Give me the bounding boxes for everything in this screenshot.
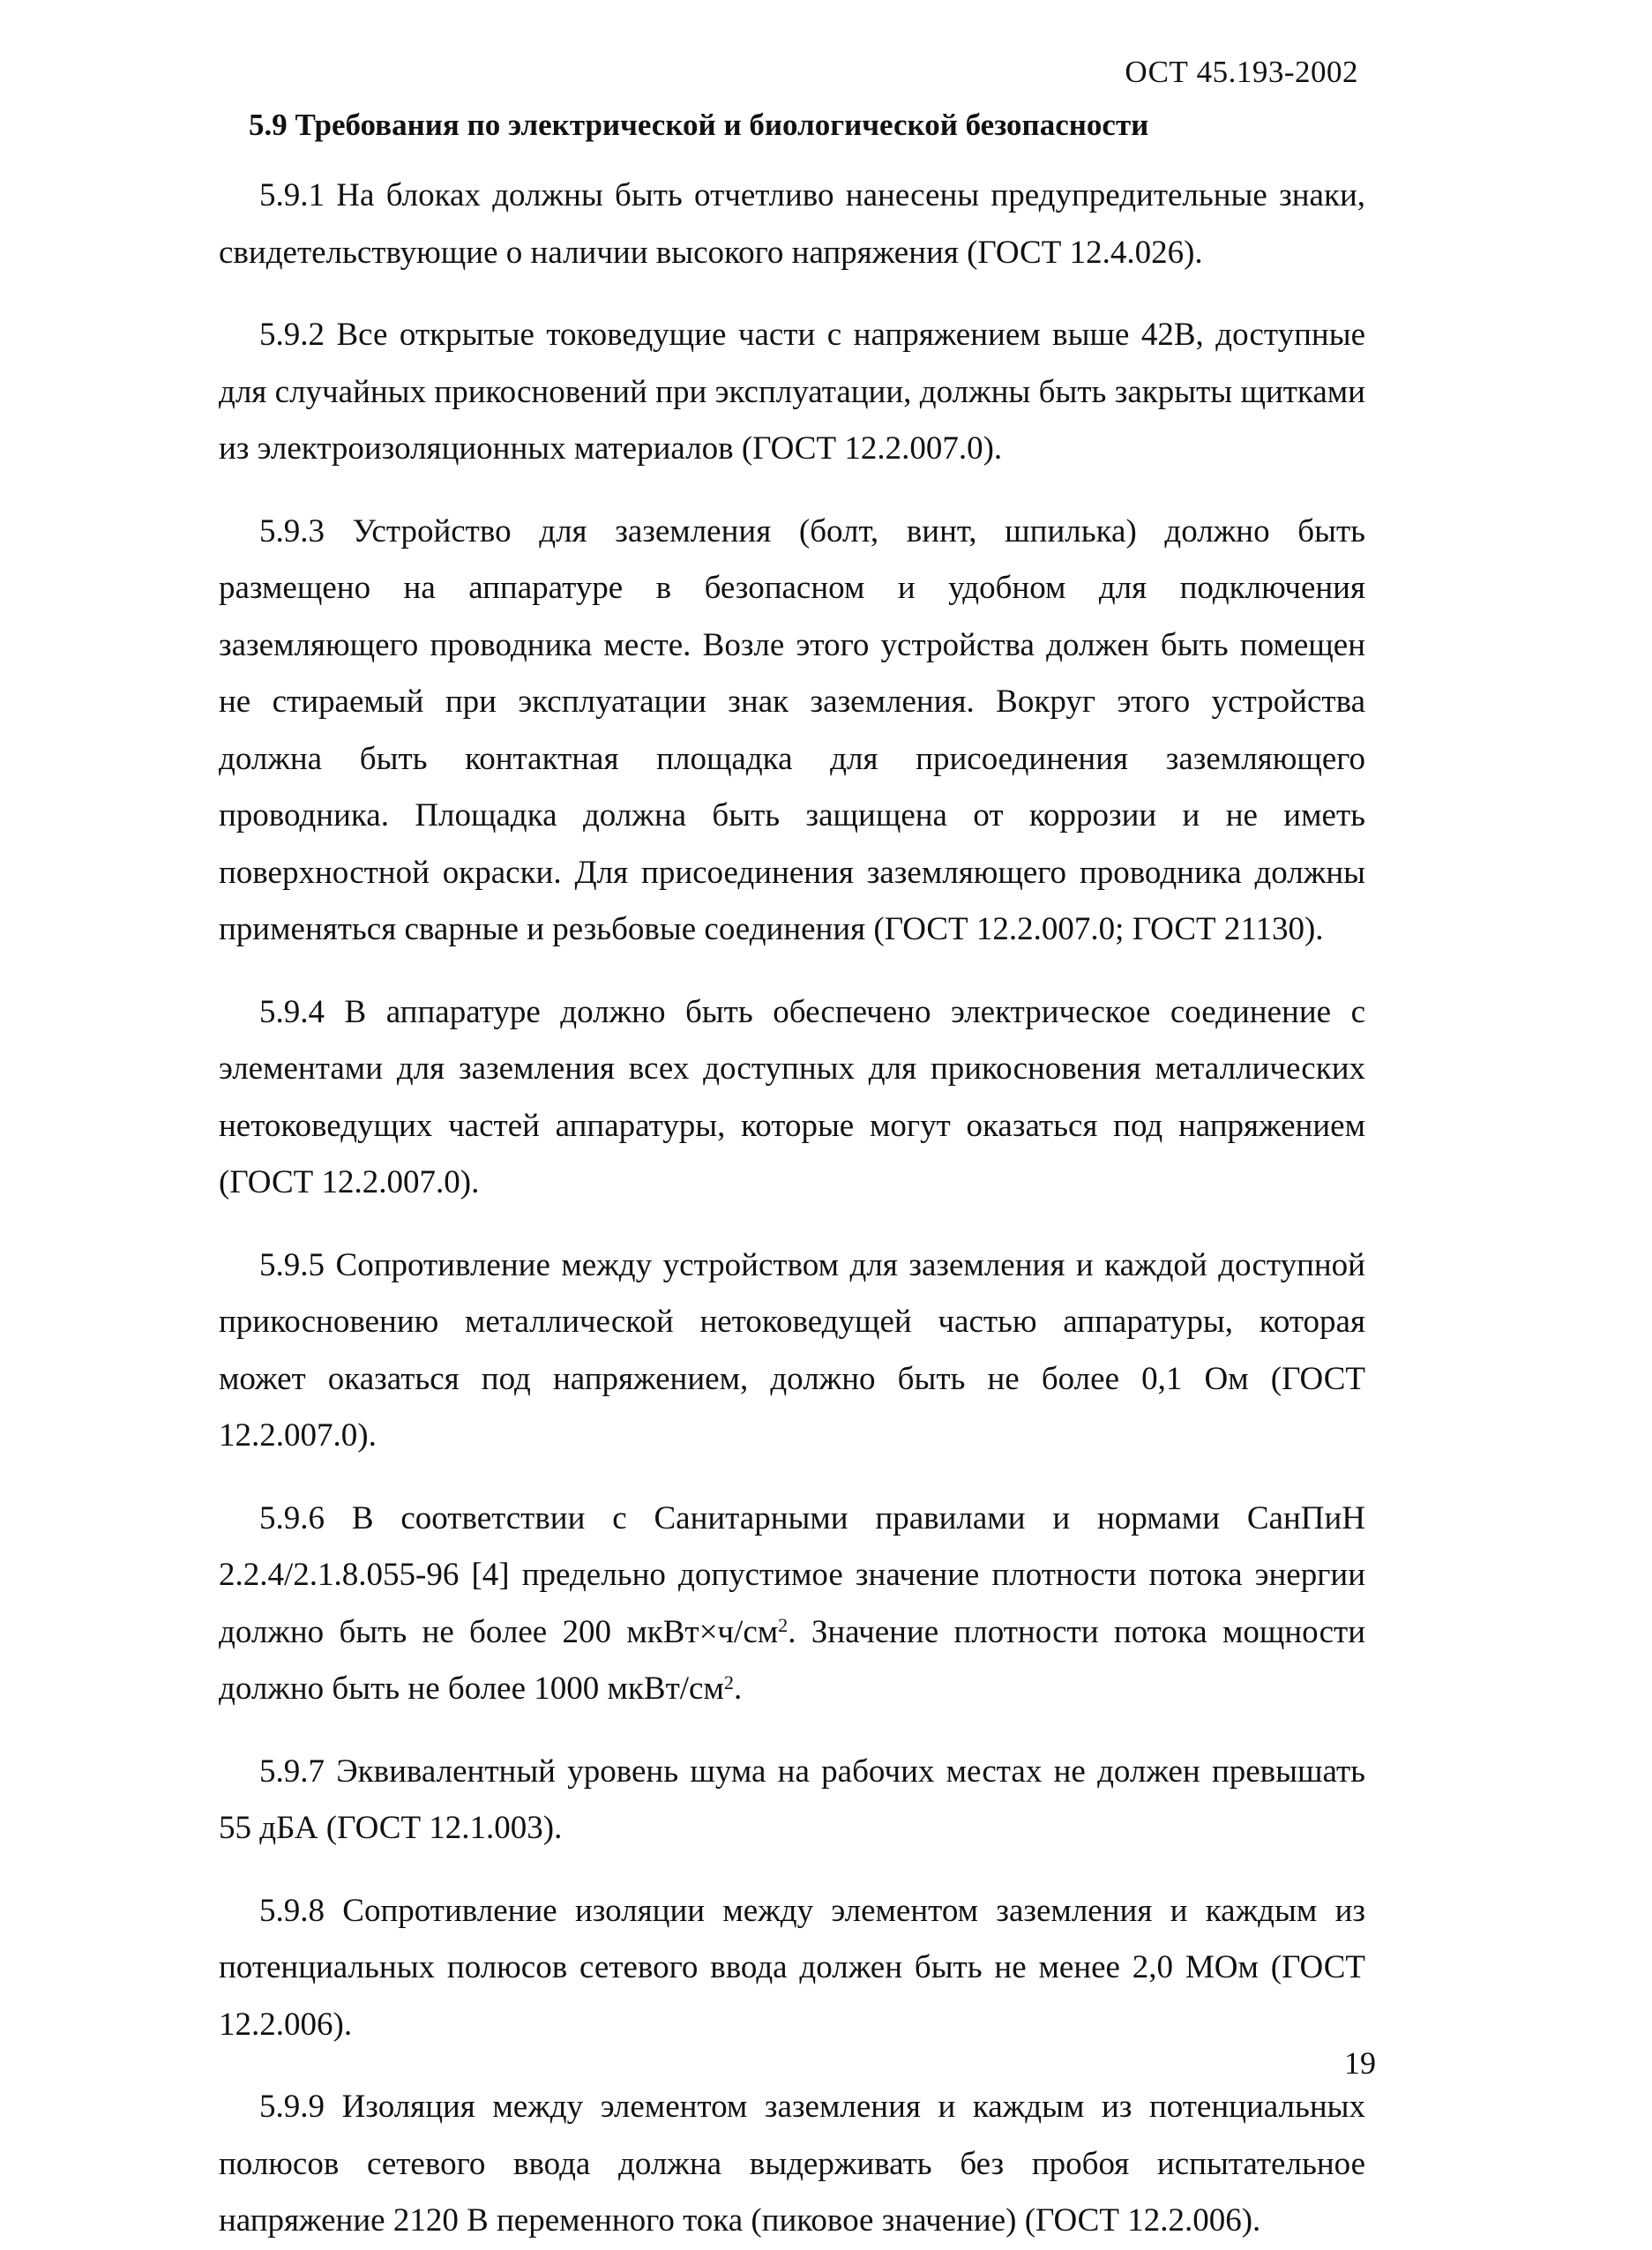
superscript-2-first: 2	[778, 1614, 789, 1637]
document-body	[219, 168, 1365, 2250]
paragraph-5-9-2: 5.9.2 Все открытые токоведущие части с напряжением выше 42В, доступные для случайных прикосновений при эксплуатации, должны быть закрыты щитками из электроизоляционных материалов (ГОСТ 12.2.007.0).	[219, 317, 1365, 467]
paragraph-5-9-6-text-b: . Значение плотности потока мощности должно быть не более 1000 мкВт/см	[219, 1613, 1365, 1707]
paragraph-5-9-6-text-c: .	[733, 1671, 743, 1707]
superscript-2-second: 2	[723, 1671, 734, 1693]
document-code: ОСТ 45.193-2002	[1125, 55, 1358, 89]
paragraph-5-9-1: 5.9.1 На блоках должны быть отчетливо нанесены предупредительные знаки, свидетельствующие о наличии высокого напряжения (ГОСТ 12.4.026).	[219, 177, 1365, 271]
page-number: 19	[1344, 2045, 1376, 2081]
paragraph-5-9-6	[219, 1491, 1365, 1718]
paragraph-5-9-7: 5.9.7 Эквивалентный уровень шума на рабочих местах не должен превышать 55 дБА (ГОСТ 12.1.003).	[219, 1753, 1365, 1846]
paragraph-5-9-8: 5.9.8 Сопротивление изоляции между элементом заземления и каждым из потенциальных полюсов сетевого ввода должен быть не менее 2,0 МОм (ГОСТ 12.2.006).	[219, 1892, 1365, 2043]
paragraph-5-9-6-text-a: 5.9.6 В соответствии с Санитарными правилами и нормами СанПиН 2.2.4/2.1.8.055-96 [4] предельно допустимое значение плотности потока энергии должно быть не более 200 мкВт×ч/см	[219, 1499, 1365, 1650]
paragraph-5-9-5: 5.9.5 Сопротивление между устройством для заземления и каждой доступной прикосновению металлической нетоковедущей частью аппаратуры, которая может оказаться под напряжением, должно быть не более 0,1 Ом (ГОСТ 12.2.007.0).	[219, 1246, 1365, 1454]
section-title: 5.9 Требования по электрической и биологической безопасности	[249, 108, 1149, 142]
paragraph-5-9-9: 5.9.9 Изоляция между элементом заземления и каждым из потенциальных полюсов сетевого ввода должна выдерживать без пробоя испытательное напряжение 2120 В переменного тока (пиковое значение) (ГОСТ 12.2.006).	[219, 2089, 1365, 2239]
paragraph-5-9-3: 5.9.3 Устройство для заземления (болт, винт, шпилька) должно быть размещено на аппаратуре в безопасном и удобном для подключения заземляющего проводника месте. Возле этого устройства должен быть помещен не стираемый при эксплуатации знак заземления. Вокруг этого устройства должна быть контактная площадка для присоединения заземляющего проводника. Площадка должна быть защищена от коррозии и не иметь поверхностной окраски. Для присоединения заземляющего проводника должны применяться сварные и резьбовые соединения (ГОСТ 12.2.007.0; ГОСТ 21130).	[219, 512, 1365, 947]
paragraph-5-9-4: 5.9.4 В аппаратуре должно быть обеспечено электрическое соединение с элементами для заземления всех доступных для прикосновения металлических нетоковедущих частей аппаратуры, которые могут оказаться под напряжением (ГОСТ 12.2.007.0).	[219, 993, 1365, 1200]
